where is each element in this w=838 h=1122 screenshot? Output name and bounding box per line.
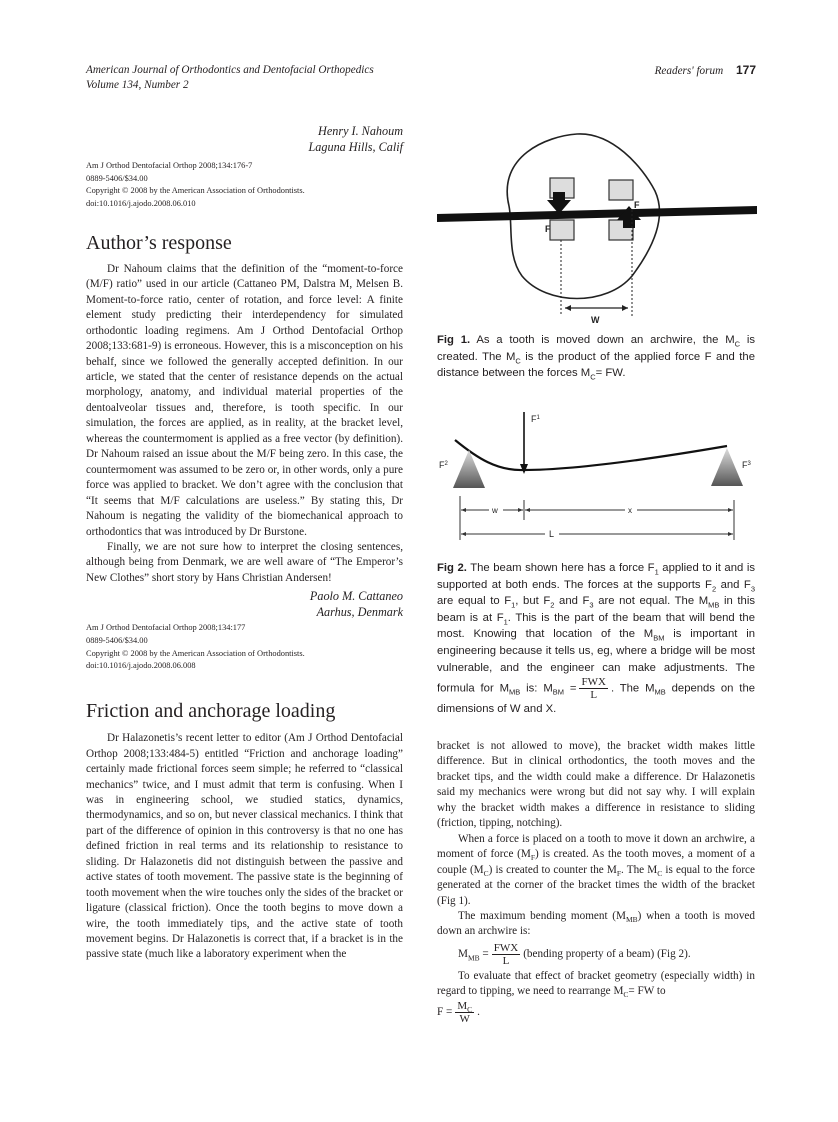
figure-2-caption: Fig 2. The beam shown here has a force $F_1$ applied to it and is supported at both ends. The forces at the supports $F_2$ and $F_3$ are equal to $F_1$, but $F_2$ and $F_3$ are not equal. The $M_{MB}$ in this beam is at $F_1$. This is the part of the beam that will bend the most. Knowing that location of the $M_{BM}$ is important in engineering because it tells us, eg, where a bridge will be most vulnerable, and the engineer can make adjustments. The formula for $M_{MB}$ is: $M_{BM}$ = $\frac{\text{FWX}}{L}$ . The $M_{MB}$ depends on the dimensions of W and X. [437, 562, 756, 716]
svg-text:F3: $F^3$ [742, 460, 751, 470]
figure-1-caption: Fig 1. As a tooth is moved down an archwire, the $M_C$ is created. The $M_C$ is the product of the applied force F and the distance between the forces $M_C=$ FW. [437, 334, 755, 382]
svg-text:F2: $F^2$ [439, 460, 448, 470]
force-fraction: $\frac{M_C}{W}$ [457, 999, 473, 1025]
running-header-journal [86, 63, 374, 92]
journal-volume: Volume 134, Number 2 [86, 78, 189, 91]
response-copyright: Copyright © 2008 by the American Association of Orthodontists. [86, 648, 305, 658]
letter1-issn: 0889-5406/$34.00 [86, 173, 148, 183]
svg-text:w: w [492, 506, 498, 515]
journal-title: American Journal of Orthodontics and Dentofacial Orthopedics [86, 64, 374, 76]
figure-2-label: Fig 2. [437, 562, 467, 574]
response-heading: Author’s response [86, 231, 232, 254]
letter1-copyright: Copyright © 2008 by the American Association of Orthodontists. [86, 186, 305, 196]
svg-text:L: L [549, 529, 555, 539]
friction-paragraph: When a force is placed on a tooth to move it down an archwire, a moment of force $(M_F)$ is created. As the tooth moves, a moment of a couple $(M_C)$ is created to counter the $M_F$. The $M_C$ is equal to the force generated at the corner of the bracket times the width of the bracket (Fig 1). [437, 832, 755, 907]
fig1-force-left-label: F [545, 224, 551, 234]
letter1-signature [86, 124, 403, 155]
bending-moment-formula: $M_{MB}$ = $\frac{\text{FWX}}{L}$ (bending property of a beam) (Fig 2). [458, 941, 691, 967]
response-issn: 0889-5406/$34.00 [86, 636, 148, 646]
running-header-section [655, 63, 756, 79]
response-paragraph: Dr Nahoum claims that the definition of the “moment-to-force (M/F) ratio” used in our article (Cattaneo PM, Dalstra M, Melsen B. Moment-to-force ratio, center of rotation, and force level: A finite element study predicting their interdependency for simulated orthodontic loading regimens. Am J Orthod Dentofacial Orthop 2008;133:681-9) is erroneous. However, this is a misconception on his behalf, since we followed the generally accepted definition. In our article, we stated that the center of resistance depends on the actual morphology, anatomy, and individual material properties of the dentoalveolar tissues and, therefore, is tooth specific. In our simulation, the forces are applied, as in reality, at the bracket level, whereas the countermoment is applied as a free vector (by definition). Dr Nahoum raised an issue about the M/F being zero. In this case, the countermoment was assumed to be zero or, in other words, only a pure force was applied to bracket. We don’t agree with the conclusion that “It seems that M/F calculations are useless.” By stating this, Dr Nahoum is negating the validity of the biomechanical approach to orthodontics that was introduced by Dr Burstone. [86, 262, 403, 538]
fig1-width-label: W [591, 315, 600, 325]
friction-paragraph: The maximum bending moment $(M_{MB})$ when a tooth is moved down an archwire is: [437, 909, 755, 938]
section-name: Readers' forum [654, 65, 724, 77]
svg-text:x: x [628, 506, 632, 515]
response-location: Aarhus, Denmark [316, 604, 403, 619]
page-number: 177 [735, 63, 756, 77]
figure-1-label: Fig 1. [437, 334, 471, 346]
fig1-force-right-label: F [634, 200, 640, 210]
bending-moment-fraction: $\frac{\text{FWX}}{L}$ [493, 941, 519, 967]
letter1-citation-block [86, 160, 403, 211]
response-doi: doi:10.1016/j.ajodo.2008.06.008 [86, 661, 196, 671]
right-column-text [437, 739, 755, 1025]
figure-1-diagram [437, 126, 757, 326]
letter1-citation: Am J Orthod Dentofacial Orthop 2008;134:176-7 [86, 161, 253, 170]
letter1-author: Henry I. Nahoum [318, 124, 403, 138]
left-column [86, 124, 403, 963]
response-author: Paolo M. Cattaneo [309, 589, 403, 604]
letter1-doi: doi:10.1016/j.ajodo.2008.06.010 [86, 199, 196, 209]
response-signature [86, 589, 403, 620]
figure-2-diagram [437, 408, 757, 548]
svg-text:F1: $F^1$ [531, 414, 540, 424]
response-citation-block [86, 622, 403, 673]
friction-paragraph-continued: bracket is not allowed to move), the bracket width makes little difference. But in clinical orthodontics, the tooth moves and the bracket tips, and the width could make a difference. Dr Halazonetis said my mechanics were wrong but did not say why. I will explain why the bracket width makes a difference in resistance to sliding (friction, tipping, notching). [437, 740, 755, 830]
fig2-formula-fraction: $\frac{\text{FWX}}{L}$ [581, 676, 606, 702]
friction-heading: Friction and anchorage loading [86, 700, 336, 723]
friction-paragraph: Dr Halazonetis’s recent letter to editor (Am J Orthod Dentofacial Orthop 2008;133:484-5) entitled “Friction and anchorage loading” certainly made frictional forces seem simple; he referred to “classical mechanics” twice, and I must admit that term is confusing. When I was in engineering school, we studied statics, dynamics, thermodynamics, and so on, but never classical mechanics. I think that part of the difference of opinion in this controversy is that no one has defined friction in real terms and its relationship to resistance to sliding. Dr Halazonetis did not distinguish between the passive and active states of tooth movement. The passive state is the beginning of tooth movement when the wire touches only the sides of the bracket or ligature (classical friction). Once the tooth begins to move down a wire, the tooth immediately tips, and the active state of tooth movement begins. Dr Halazonetis is correct that, if a bracket is in the passive state (much like a laboratory experiment when the [86, 732, 403, 961]
friction-paragraph: To evaluate that effect of bracket geometry (especially width) in regard to tipping, we need to rearrange $M_C=$ FW to [437, 969, 755, 1000]
letter1-location: Laguna Hills, Calif [308, 139, 403, 154]
response-citation: Am J Orthod Dentofacial Orthop 2008;134:177 [86, 623, 246, 633]
response-paragraph: Finally, we are not sure how to interpret the closing sentences, although being from Denmark, we are well aware of “The Emperor’s New Clothes” short story by Hans Christian Andersen! [86, 540, 403, 584]
force-formula: F = $\frac{M_C}{W}$ . [437, 999, 480, 1025]
